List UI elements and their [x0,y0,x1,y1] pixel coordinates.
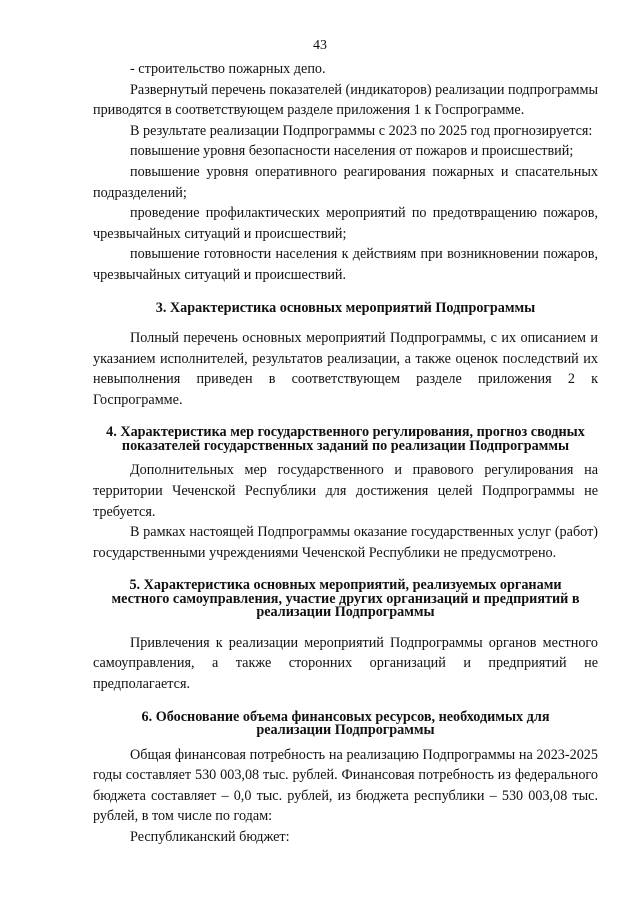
paragraph-regulation-measures: Дополнительных мер государственного и правового регулирования на территории Чеченской Республики для достижения целей Подпрограммы не требуется. [93,462,598,520]
paragraph-response-level: повышение уровня оперативного реагирования пожарных и спасательных подразделений; [93,163,598,201]
document-body [93,59,598,848]
section-heading-3: 3. Характеристика основных мероприятий Подпрограммы [155,299,536,316]
paragraph-local-government: Привлечения к реализации мероприятий Подпрограммы органов местного самоуправления, а также сторонних организаций и предприятий не предполагается. [93,634,598,693]
paragraph-fire-depot: - строительство пожарных депо. [130,61,326,77]
paragraph-safety-level: повышение уровня безопасности населения от пожаров и происшествий; [130,143,574,160]
section-heading-6: 6. Обоснование объема финансовых ресурсов, необходимых для реализации Подпрограммы [141,708,550,739]
page-number: 43 [313,38,327,53]
paragraph-activities-list: Полный перечень основных мероприятий Подпрограммы, с их описанием и указанием исполнителей, результатов реализации, а также оценок последствий их невыполнения приведен в соответствующем разделе приложения 2 к Госпрограмме. [93,330,598,408]
section-heading-5: 5. Характеристика основных мероприятий, реализуемых органами местного самоуправления, участие других организаций и предприятий в реализации Подпрограммы [111,577,580,621]
section-heading-4: 4. Характеристика мер государственного регулирования, прогноз сводных показателей государственных заданий по реализации Подпрограммы [106,424,585,454]
paragraph-financing: Общая финансовая потребность на реализацию Подпрограммы на 2023-2025 годы составляет 530 003,08 тыс. рублей. Финансовая потребность из федерального бюджета составляет – 0,0 тыс. рублей, из бюджета республики – 530 003,08 тыс. рублей, в том числе по годам: [93,746,598,825]
paragraph-forecast: В результате реализации Подпрограммы с 2023 по 2025 год прогнозируется: [130,122,593,139]
paragraph-prevention: проведение профилактических мероприятий по предотвращению пожаров, чрезвычайных ситуаций и происшествий; [93,205,598,242]
paragraph-indicators: Развернутый перечень показателей (индикаторов) реализации подпрограммы приводятся в соответствующем разделе приложения 1 к Госпрограмме. [93,81,598,119]
paragraph-state-services: В рамках настоящей Подпрограммы оказание государственных услуг (работ) государственными учреждениями Чеченской Республики не предусмотрено. [93,524,598,561]
paragraph-republican-budget: Республиканский бюджет: [130,829,290,846]
paragraph-readiness: повышение готовности населения к действиям при возникновении пожаров, чрезвычайных ситуаций и происшествий. [93,246,598,283]
